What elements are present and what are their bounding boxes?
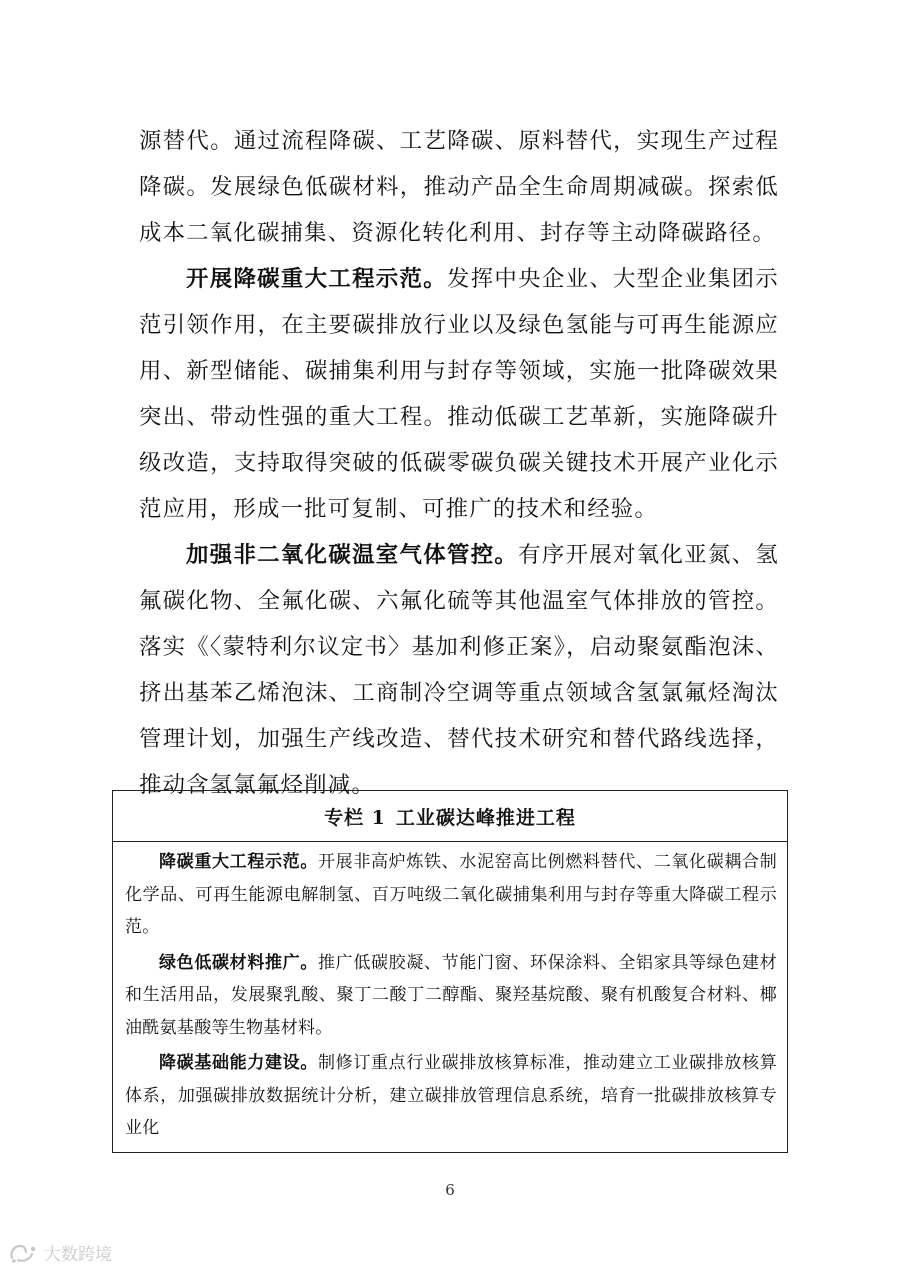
column-box-item bbox=[125, 846, 777, 944]
paragraph-text: 发挥中央企业、大型企业集团示范引领作用，在主要碳排放行业以及绿色氢能与可再生能源应用、新型储能、碳捕集利用与封存等领域，实施一批降碳效果突出、带动性强的重大工程。推动低碳工艺革新，实施降碳升级改造，支持取得突破的低碳零碳负碳关键技术开展产业化示范应用，形成一批可复制、可推广的技术和经验。 bbox=[139, 266, 779, 522]
column-box-title bbox=[113, 791, 787, 842]
paragraph-text: 源替代。通过流程降碳、工艺降碳、原料替代，实现生产过程降碳。发展绿色低碳材料，推动产品全生命周期减碳。探索低成本二氧化碳捕集、资源化转化利用、封存等主动降碳路径。 bbox=[139, 128, 779, 246]
paragraph-carbon-reduction-projects bbox=[139, 256, 779, 532]
column-box-body bbox=[113, 842, 787, 1145]
page-number: 6 bbox=[445, 1181, 455, 1199]
paragraph-text: 有序开展对氧化亚氮、氢氟碳化物、全氟化碳、六氟化硫等其他温室气体排放的管控。落实《〈蒙特利尔议定书〉基加利修正案》，启动聚氨酯泡沫、挤出基苯乙烯泡沫、工商制冷空调等重点领域含氢氯氟烃淘汰管理计划，加强生产线改造、替代技术研究和替代路线选择，推动含氢氯氟烃削减。 bbox=[139, 542, 779, 798]
column-box-item bbox=[125, 1047, 777, 1145]
paragraph-non-co2-control bbox=[139, 532, 779, 808]
paragraph-heading: 加强非二氧化碳温室气体管控。 bbox=[186, 542, 519, 568]
column-box-item bbox=[125, 947, 777, 1045]
watermark-logo-icon bbox=[8, 1242, 38, 1264]
column-box-item-text: 推广低碳胶凝、节能门窗、环保涂料、全铝家具等绿色建材和生活用品，发展聚乳酸、聚丁二酸丁二醇酯、聚羟基烷酸、聚有机酸复合材料、椰油酰氨基酸等生物基材料。 bbox=[125, 952, 777, 1038]
paragraph-heading: 开展降碳重大工程示范。 bbox=[186, 266, 447, 292]
column-box-item-heading: 降碳基础能力建设。 bbox=[159, 1053, 319, 1073]
watermark bbox=[8, 1240, 112, 1265]
body-text bbox=[139, 118, 779, 808]
column-box bbox=[112, 790, 788, 1153]
column-box-item-heading: 绿色低碳材料推广。 bbox=[159, 952, 319, 973]
column-box-title-text: 工业碳达峰推进工程 bbox=[395, 806, 576, 829]
column-box-item-heading: 降碳重大工程示范。 bbox=[159, 852, 319, 872]
column-box-item-text: 制修订重点行业碳排放核算标准，推动建立工业碳排放核算体系，加强碳排放数据统计分析，建立碳排放管理信息系统，培育一批碳排放核算专业化 bbox=[125, 1053, 777, 1138]
paragraph-continuation bbox=[139, 118, 779, 256]
column-box-item-text: 开展非高炉炼铁、水泥窑高比例燃料替代、二氧化碳耦合制化学品、可再生能源电解制氢、百万吨级二氧化碳捕集利用与封存等重大降碳工程示范。 bbox=[125, 852, 777, 937]
column-box-title-prefix: 专栏 1 bbox=[324, 806, 386, 829]
watermark-text: 大数跨境 bbox=[44, 1245, 112, 1265]
